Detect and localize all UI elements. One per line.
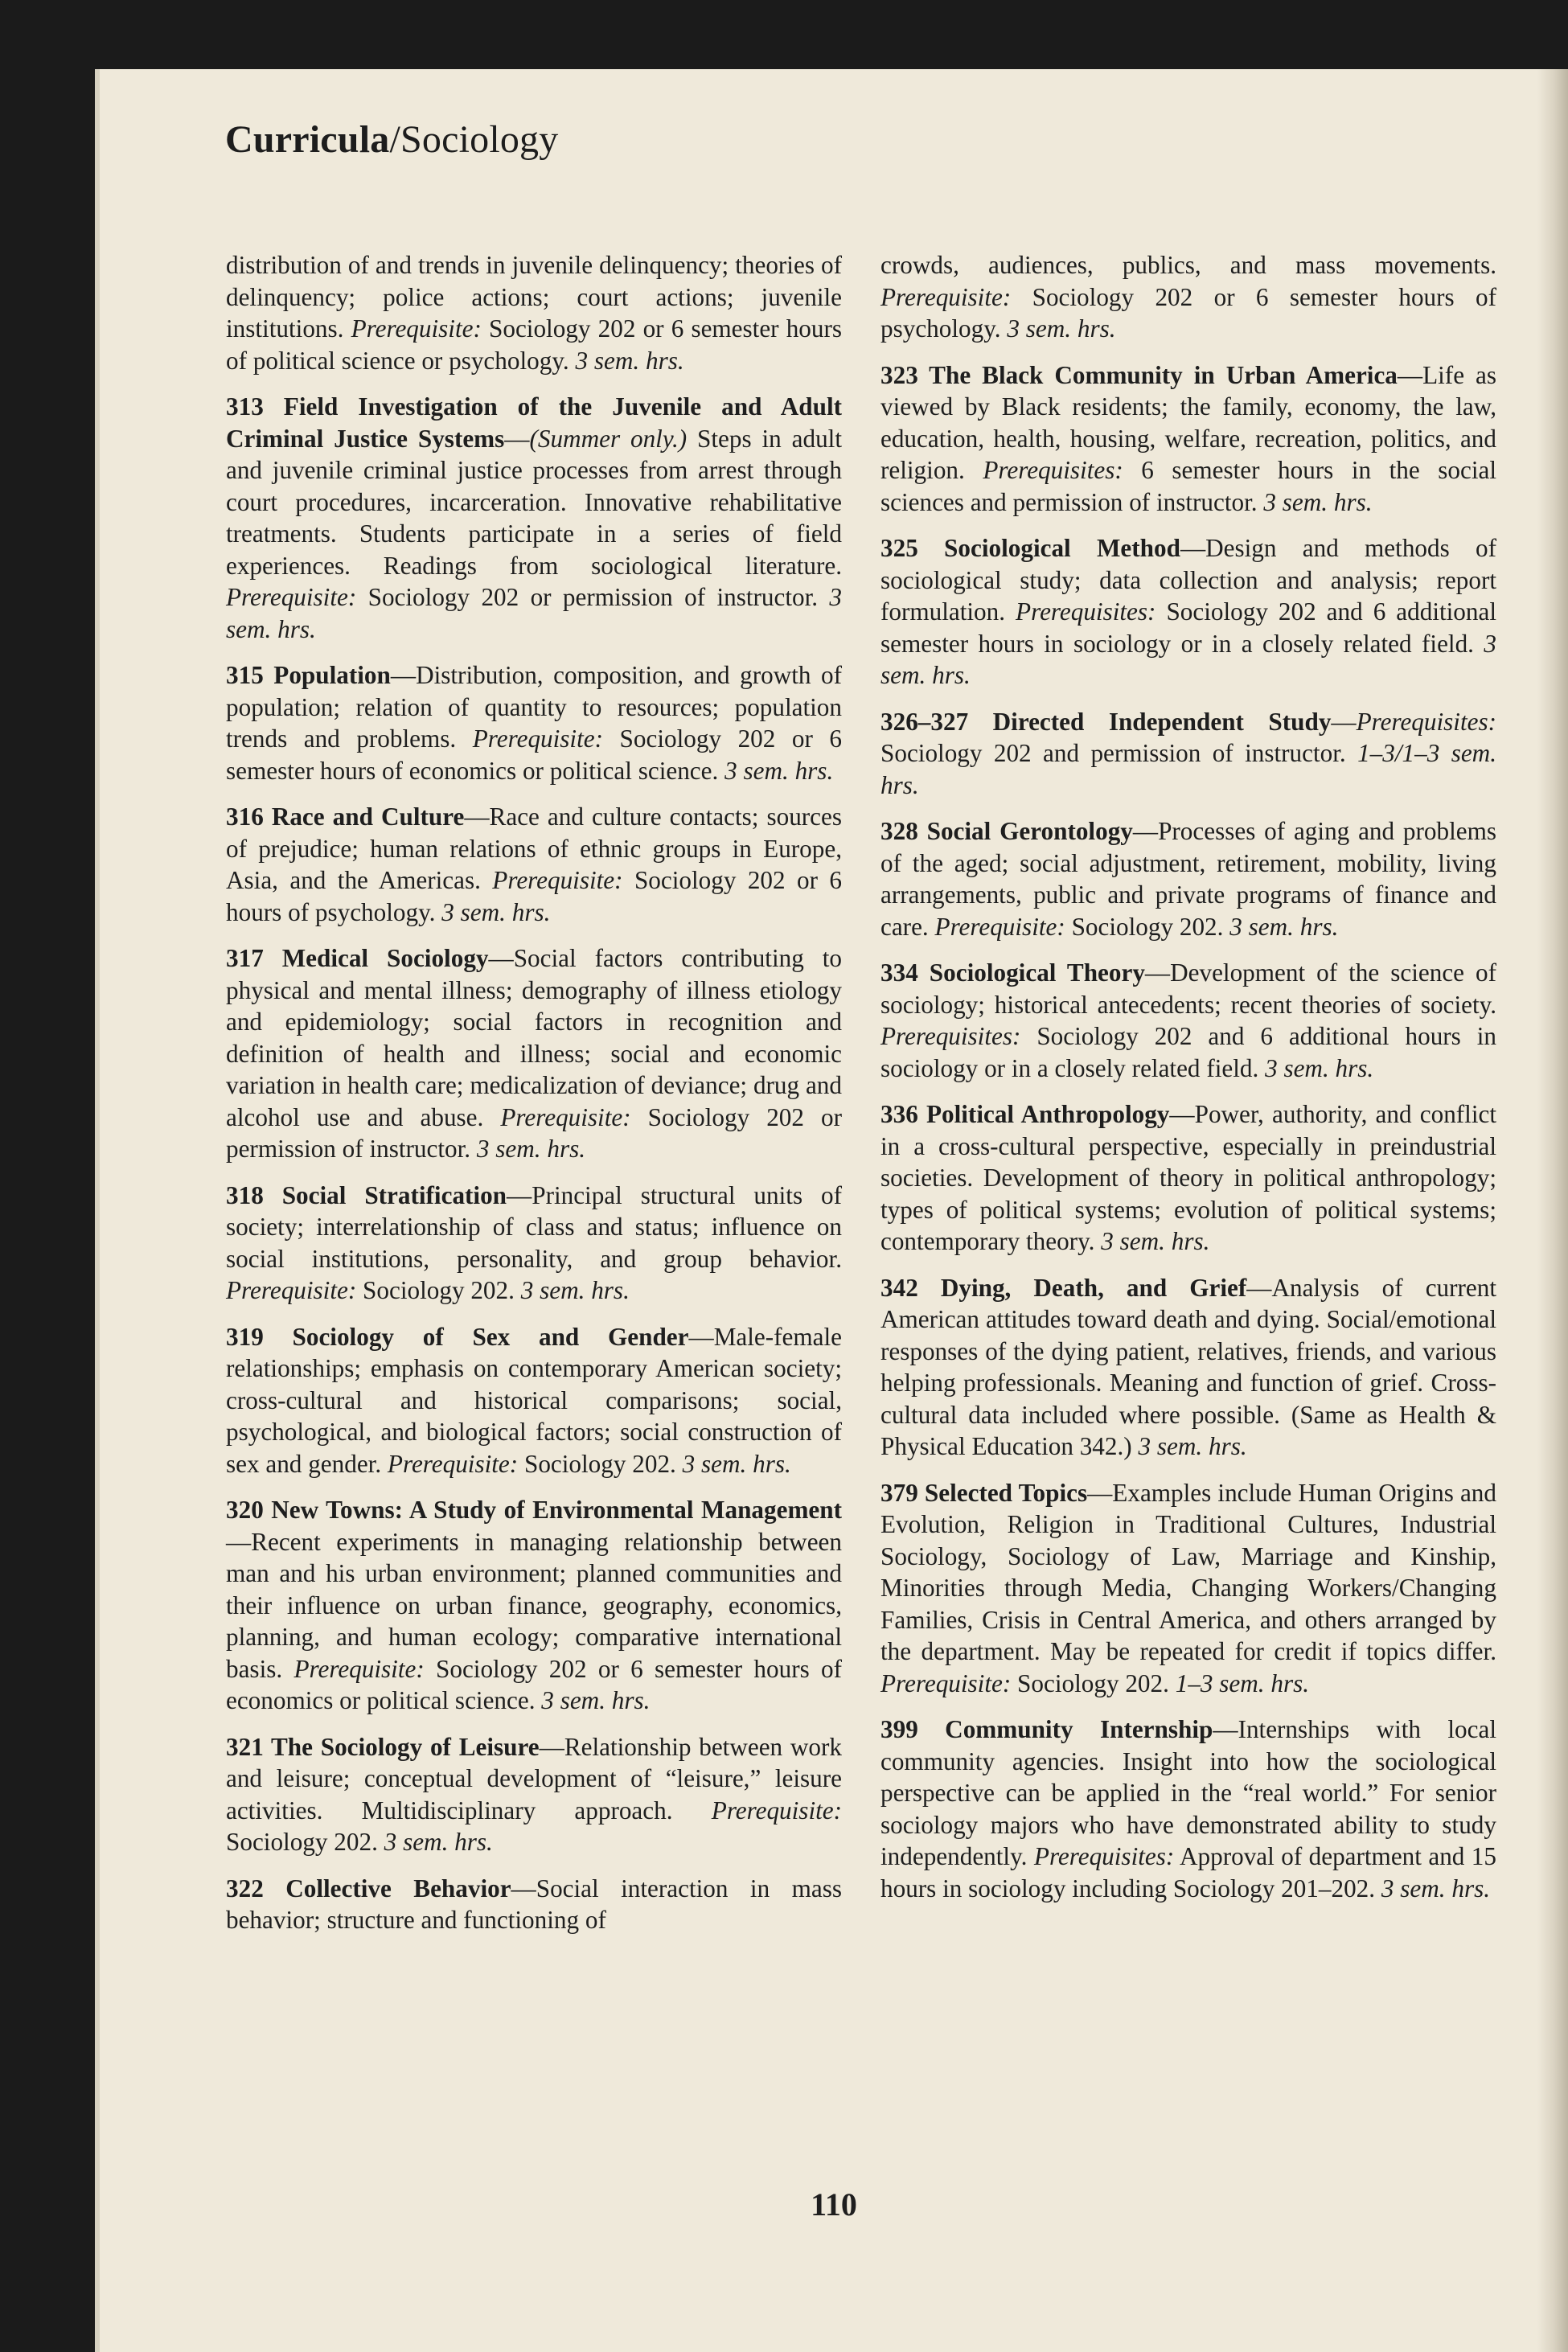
credit-hours: 3 sem. hrs.	[575, 346, 684, 375]
title-dash: —	[226, 1527, 252, 1556]
course-description: Processes of aging and problems of the aged; social adjustment, retirement, mobility, living arrangements, public and private programs of finance and care.	[880, 817, 1497, 941]
course-title: 326–327 Directed Independent Study	[880, 707, 1332, 736]
prerequisite-label: Prerequisite:	[226, 583, 357, 611]
course-description: Race and culture contacts; sources of prejudice; human relations of ethnic groups in Europe, Asia, and the Americas.	[226, 802, 842, 894]
credit-hours: 3 sem. hrs.	[724, 756, 834, 785]
title-dash: —	[1213, 1715, 1238, 1743]
prerequisite-text: Sociology 202 and 6 additional semester hours in sociology or in a closely related field.	[880, 597, 1497, 658]
title-dash: —	[1169, 1100, 1195, 1128]
prerequisite-label: Prerequisite:	[351, 314, 482, 343]
prerequisite-text: Sociology 202 or 6 semester hours of psychology.	[880, 282, 1496, 343]
left-column	[226, 249, 842, 1951]
course-title: 322 Collective Behavior	[226, 1874, 511, 1903]
course-entry	[226, 391, 842, 645]
course-description: distribution of and trends in juvenile delinquency; theories of delinquency; police actions; court actions; juvenile institutions.	[226, 251, 842, 343]
prerequisite-label: Prerequisite:	[472, 724, 603, 753]
credit-hours: 3 sem. hrs.	[226, 583, 843, 643]
course-title: 328 Social Gerontology	[880, 817, 1133, 845]
page-number: 110	[811, 2186, 857, 2223]
title-dash: —	[464, 802, 490, 831]
course-entry	[226, 801, 842, 928]
course-title: 318 Social Stratification	[226, 1180, 507, 1209]
prerequisite-label: Prerequisites:	[1356, 707, 1496, 736]
course-description: Examples include Human Origins and Evolution, Religion in Traditional Cultures, Industrial Sociology, Sociology of Law, Marriage and Kinship, Minorities through Media, Changing Workers/Changing Families, Crisis in Central America, and others arranged by the department. May be repeated for credit if topics differ.	[880, 1478, 1496, 1665]
credit-hours: 3 sem. hrs.	[541, 1686, 651, 1714]
prerequisite-text: 6 semester hours in the social sciences and permission of instructor.	[880, 456, 1497, 516]
course-title: 399 Community Internship	[880, 1715, 1213, 1743]
course-title: 379 Selected Topics	[880, 1478, 1088, 1507]
course-entry	[880, 1272, 1496, 1463]
credit-hours: 1–3 sem. hrs.	[1175, 1669, 1310, 1697]
prerequisite-text: Sociology 202.	[1017, 1669, 1169, 1697]
course-entry	[226, 1494, 842, 1717]
prerequisite-label: Prerequisites:	[983, 456, 1123, 484]
course-entry	[880, 1714, 1496, 1904]
title-dash: —	[1144, 958, 1171, 987]
credit-hours: 3 sem. hrs.	[1138, 1432, 1247, 1460]
title-dash: —	[1397, 360, 1423, 389]
course-title: 334 Sociological Theory	[880, 958, 1145, 987]
prerequisite-label: Prerequisite:	[293, 1654, 425, 1683]
prerequisite-label: Prerequisites:	[1016, 597, 1156, 626]
prerequisite-label: Prerequisites:	[880, 1022, 1021, 1050]
credit-hours: 3 sem. hrs.	[682, 1449, 791, 1478]
title-dash: —	[390, 661, 417, 689]
course-description: Social factors contributing to physical and mental illness; demography of illness etiology and epidemiology; social factors in recognition and definition of health and illness; social and economic variation in health care; medicalization of deviance; drug and alcohol use and abuse.	[226, 944, 842, 1131]
prerequisite-label: Prerequisites:	[1033, 1842, 1175, 1870]
header-subject: /Sociology	[389, 118, 559, 161]
course-entry	[226, 942, 842, 1165]
course-entry	[880, 815, 1496, 942]
course-entry	[226, 659, 842, 786]
title-dash: —	[688, 1322, 714, 1351]
title-dash: —	[1087, 1478, 1113, 1507]
title-dash: —	[1246, 1273, 1272, 1302]
credit-hours: 3 sem. hrs.	[1265, 1053, 1374, 1082]
course-title: 320 New Towns: A Study of Environmental Management	[226, 1496, 842, 1524]
title-dash: —	[504, 424, 530, 453]
course-title: 323 The Black Community in Urban America	[880, 360, 1398, 389]
course-entry	[880, 957, 1496, 1084]
title-dash: —	[1132, 817, 1159, 845]
credit-hours: 3 sem. hrs.	[476, 1135, 586, 1163]
course-description: Social interaction in mass behavior; structure and functioning of	[226, 1874, 842, 1934]
course-entry	[880, 532, 1496, 692]
prerequisite-label: Prerequisite:	[880, 282, 1012, 311]
course-description: Design and methods of sociological study; data collection and analysis; report formulation.	[880, 534, 1496, 626]
course-entry	[880, 706, 1496, 802]
course-entry	[880, 1477, 1496, 1700]
credit-hours: 3 sem. hrs.	[1263, 487, 1373, 516]
prerequisite-text: Sociology 202.	[226, 1828, 378, 1856]
course-title: 316 Race and Culture	[226, 802, 465, 831]
prerequisite-text: Sociology 202 or 6 hours of psychology.	[226, 866, 843, 926]
course-title: 342 Dying, Death, and Grief	[880, 1273, 1247, 1302]
right-column	[880, 249, 1496, 1919]
course-description: Life as viewed by Black residents; the family, economy, the law, education, health, housing, welfare, recreation, politics, and religion.	[880, 360, 1496, 484]
course-description: Analysis of current American attitudes toward death and dying. Social/emotional responses of the dying patient, relatives, friends, and various helping professionals. Meaning and function of grief. Cross-cultural data included where possible. (Same as Health & Physical Education 342.)	[880, 1273, 1496, 1460]
course-description: crowds, audiences, publics, and mass movements.	[880, 251, 1496, 279]
course-description: Recent experiments in managing relationship between man and his urban environment; planned communities and their influence on urban finance, geography, economics, planning, and human ecology; comparative international basis.	[226, 1527, 842, 1683]
prerequisite-label: Prerequisite:	[880, 1669, 1012, 1697]
course-title: 313 Field Investigation of the Juvenile and Adult Criminal Justice Systems	[226, 392, 842, 453]
course-entry	[880, 1098, 1496, 1258]
prerequisite-text: Sociology 202.	[1071, 912, 1224, 941]
credit-hours: 3 sem. hrs.	[880, 629, 1497, 689]
prerequisite-text: Approval of department and 15 hours in sociology including Sociology 201–202.	[880, 1842, 1496, 1903]
course-description: Power, authority, and conflict in a cross-cultural perspective, especially in preindustrial societies. Development of theory in political anthropology; types of political systems; evolution of political systems; contemporary theory.	[880, 1100, 1497, 1255]
title-dash: —	[539, 1732, 564, 1761]
course-title: 336 Political Anthropology	[880, 1100, 1170, 1128]
page-edge-shadow	[1537, 69, 1568, 2352]
prerequisite-label: Prerequisite:	[934, 912, 1065, 941]
prerequisite-text: Sociology 202 or 6 semester hours of political science or psychology.	[226, 314, 843, 375]
title-dash: —	[511, 1874, 536, 1903]
prerequisite-text: Sociology 202 or permission of instructor.	[367, 583, 819, 611]
prerequisite-text: Sociology 202 and permission of instructor.	[880, 739, 1346, 767]
continued-course-text	[226, 249, 842, 376]
course-entry	[880, 359, 1496, 519]
course-entry	[226, 1731, 842, 1858]
course-description: Male-female relationships; emphasis on contemporary American society; cross-cultural and historical comparisons; social, psychological, and biological factors; social construction of sex and gender.	[226, 1322, 842, 1478]
prerequisite-label: Prerequisite:	[711, 1796, 843, 1825]
course-description: Relationship between work and leisure; conceptual development of “leisure,” leisure activities. Multidisciplinary approach.	[226, 1732, 842, 1825]
course-title: 317 Medical Sociology	[226, 944, 489, 972]
credit-hours: 3 sem. hrs.	[1381, 1874, 1491, 1903]
prerequisite-text: Sociology 202 and 6 additional hours in sociology or in a closely related field.	[880, 1022, 1496, 1082]
title-dash: —	[507, 1180, 532, 1209]
credit-hours: 3 sem. hrs.	[1229, 912, 1339, 941]
course-description: Principal structural units of society; interrelationship of class and status; influence on social institutions, personality, and group behavior.	[226, 1180, 842, 1273]
course-title: 315 Population	[226, 661, 391, 689]
course-entry	[226, 1873, 842, 1936]
prerequisite-text: Sociology 202 or permission of instructor.	[226, 1102, 842, 1163]
prerequisite-text: Sociology 202 or 6 semester hours of economics or political science.	[226, 1654, 843, 1714]
credit-hours: 3 sem. hrs.	[441, 897, 551, 926]
catalog-page	[95, 69, 1568, 2352]
course-description: Steps in adult and juvenile criminal justice processes from arrest through court procedures, incarceration. Innovative rehabilitative treatments. Students participate in a series of field experiences. Readings from sociological literature.	[226, 424, 843, 580]
title-dash: —	[1180, 534, 1206, 562]
prerequisite-text: Sociology 202.	[363, 1276, 515, 1304]
credit-hours: 1–3/1–3 sem. hrs.	[880, 739, 1496, 799]
course-entry	[226, 1321, 842, 1480]
prerequisite-text: Sociology 202 or 6 semester hours of economics or political science.	[226, 724, 843, 785]
prerequisite-label: Prerequisite:	[500, 1102, 631, 1131]
continued-course-text	[880, 249, 1496, 345]
credit-hours: 3 sem. hrs.	[1101, 1227, 1210, 1255]
credit-hours: 3 sem. hrs.	[520, 1276, 630, 1304]
course-title: 321 The Sociology of Leisure	[226, 1732, 540, 1761]
header-category: Curricula	[225, 118, 390, 161]
page-header	[225, 117, 558, 162]
prerequisite-text: Sociology 202.	[523, 1449, 676, 1478]
prerequisite-label: Prerequisite:	[387, 1449, 519, 1478]
prerequisite-label: Prerequisite:	[492, 866, 623, 894]
credit-hours: 3 sem. hrs.	[1007, 314, 1116, 343]
title-dash: —	[488, 944, 514, 972]
course-note: (Summer only.)	[529, 424, 688, 453]
title-dash: —	[1331, 707, 1357, 736]
course-description: Development of the science of sociology; historical antecedents; recent theories of society.	[880, 958, 1496, 1019]
course-title: 325 Sociological Method	[880, 534, 1180, 562]
credit-hours: 3 sem. hrs.	[384, 1828, 493, 1856]
course-description: Internships with local community agencies. Insight into how the sociological perspective can be applied in the “real world.” For senior sociology majors who have demonstrated ability to study independently.	[880, 1715, 1496, 1870]
course-entry	[226, 1180, 842, 1307]
prerequisite-label: Prerequisite:	[226, 1276, 357, 1304]
course-title: 319 Sociology of Sex and Gender	[226, 1322, 689, 1351]
course-description: Distribution, composition, and growth of population; relation of quantity to resources; population trends and problems.	[226, 661, 842, 753]
